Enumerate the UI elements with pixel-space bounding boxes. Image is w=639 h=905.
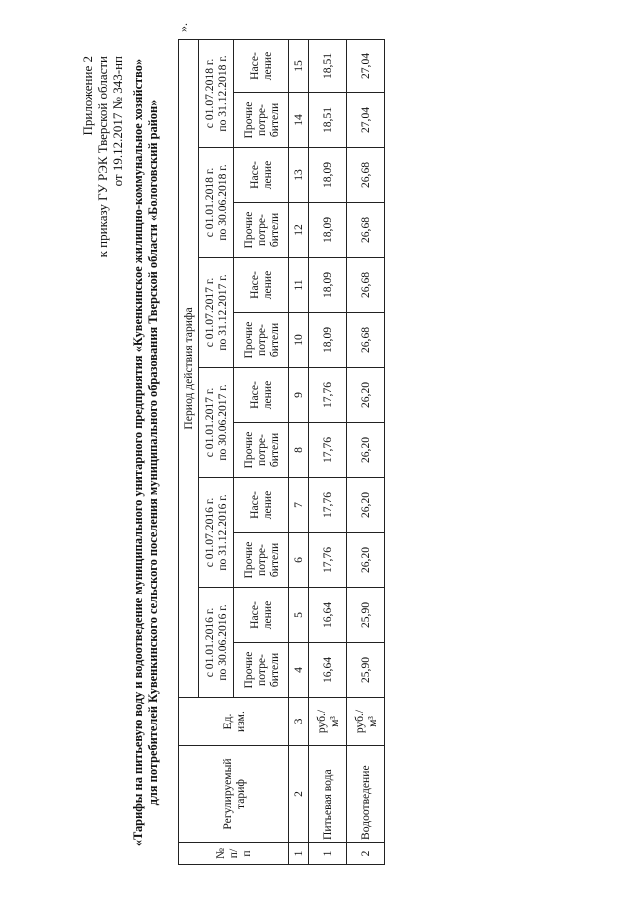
row-value: 27,04 bbox=[347, 39, 385, 92]
column-number: 6 bbox=[289, 533, 309, 588]
consumer-other-header: Прочие потре- бители bbox=[234, 643, 289, 698]
period-header: с 01.07.2017 г. по 31.12.2017 г. bbox=[199, 258, 234, 368]
row-value: 16,64 bbox=[309, 643, 347, 698]
column-number: 4 bbox=[289, 643, 309, 698]
row-value: 17,76 bbox=[309, 368, 347, 423]
consumer-other-header: Прочие потре- бители bbox=[234, 423, 289, 478]
column-number: 15 bbox=[289, 39, 309, 92]
row-number: 2 bbox=[347, 843, 385, 865]
consumer-population-header: Насе- ление bbox=[234, 588, 289, 643]
header-unit: Ед. изм. bbox=[179, 698, 289, 746]
column-number: 12 bbox=[289, 203, 309, 258]
row-tariff-name: Водоотведение bbox=[347, 746, 385, 843]
consumer-population-header: Насе- ление bbox=[234, 478, 289, 533]
row-value: 26,68 bbox=[347, 313, 385, 368]
row-value: 18,09 bbox=[309, 148, 347, 203]
document-title bbox=[131, 40, 161, 865]
column-number: 3 bbox=[289, 698, 309, 746]
consumer-other-header: Прочие потре- бители bbox=[234, 93, 289, 148]
row-value: 26,20 bbox=[347, 478, 385, 533]
column-number: 13 bbox=[289, 148, 309, 203]
consumer-population-header: Насе- ление bbox=[234, 368, 289, 423]
appendix-order: к приказу ГУ РЭК Тверской области bbox=[95, 56, 110, 258]
header-tariff: Регулируемый тариф bbox=[179, 746, 289, 843]
row-value: 18,09 bbox=[309, 203, 347, 258]
consumer-population-header: Насе- ление bbox=[234, 148, 289, 203]
period-header: с 01.01.2016 г. по 30.06.2016 г. bbox=[199, 588, 234, 698]
row-value: 25,90 bbox=[347, 588, 385, 643]
consumer-population-header: Насе- ление bbox=[234, 39, 289, 92]
tariff-table bbox=[178, 39, 385, 865]
row-unit: руб./ м³ bbox=[347, 698, 385, 746]
row-value: 25,90 bbox=[347, 643, 385, 698]
row-value: 26,20 bbox=[347, 533, 385, 588]
table-row bbox=[309, 39, 347, 864]
row-unit: руб./ м³ bbox=[309, 698, 347, 746]
row-value: 17,76 bbox=[309, 533, 347, 588]
column-number: 5 bbox=[289, 588, 309, 643]
period-header: с 01.07.2018 г. по 31.12.2018 г. bbox=[199, 39, 234, 147]
appendix-number: Приложение 2 bbox=[80, 56, 95, 136]
header-number: № п/ п bbox=[179, 843, 289, 865]
period-header: с 01.01.2017 г. по 30.06.2017 г. bbox=[199, 368, 234, 478]
row-value: 18,09 bbox=[309, 258, 347, 313]
column-number: 2 bbox=[289, 746, 309, 843]
row-value: 17,76 bbox=[309, 478, 347, 533]
row-value: 26,20 bbox=[347, 368, 385, 423]
appendix-date: от 19.12.2017 № 343-нп bbox=[110, 56, 125, 187]
row-value: 26,68 bbox=[347, 258, 385, 313]
consumer-other-header: Прочие потре- бители bbox=[234, 533, 289, 588]
row-value: 18,51 bbox=[309, 39, 347, 92]
table-row bbox=[347, 39, 385, 864]
column-number: 14 bbox=[289, 93, 309, 148]
row-value: 26,68 bbox=[347, 203, 385, 258]
column-number: 9 bbox=[289, 368, 309, 423]
title-line-1: «Тарифы на питьевую воду и водоотведение муниципального унитарного предприятия «Кувенкинское жилищно-коммунальное хозяйство» bbox=[131, 58, 145, 847]
row-value: 26,68 bbox=[347, 148, 385, 203]
column-number: 11 bbox=[289, 258, 309, 313]
period-header: с 01.01.2018 г. по 30.06.2018 г. bbox=[199, 148, 234, 258]
row-value: 18,09 bbox=[309, 313, 347, 368]
row-value: 18,51 bbox=[309, 93, 347, 148]
header-period: Период действия тарифа bbox=[179, 39, 199, 697]
title-line-2: для потребителей Кувенкинского сельского поселения муниципального образования Тверской области «Бологовский район» bbox=[146, 99, 160, 806]
consumer-population-header: Насе- ление bbox=[234, 258, 289, 313]
column-number: 10 bbox=[289, 313, 309, 368]
column-number: 8 bbox=[289, 423, 309, 478]
closing-mark: ». bbox=[176, 23, 190, 32]
consumer-other-header: Прочие потре- бители bbox=[234, 313, 289, 368]
column-number: 1 bbox=[289, 843, 309, 865]
row-value: 16,64 bbox=[309, 588, 347, 643]
row-tariff-name: Питьевая вода bbox=[309, 746, 347, 843]
row-value: 17,76 bbox=[309, 423, 347, 478]
row-value: 27,04 bbox=[347, 93, 385, 148]
period-header: с 01.07.2016 г. по 31.12.2016 г. bbox=[199, 478, 234, 588]
column-number: 7 bbox=[289, 478, 309, 533]
consumer-other-header: Прочие потре- бители bbox=[234, 203, 289, 258]
row-value: 26,20 bbox=[347, 423, 385, 478]
row-number: 1 bbox=[309, 843, 347, 865]
appendix-header bbox=[80, 56, 125, 436]
